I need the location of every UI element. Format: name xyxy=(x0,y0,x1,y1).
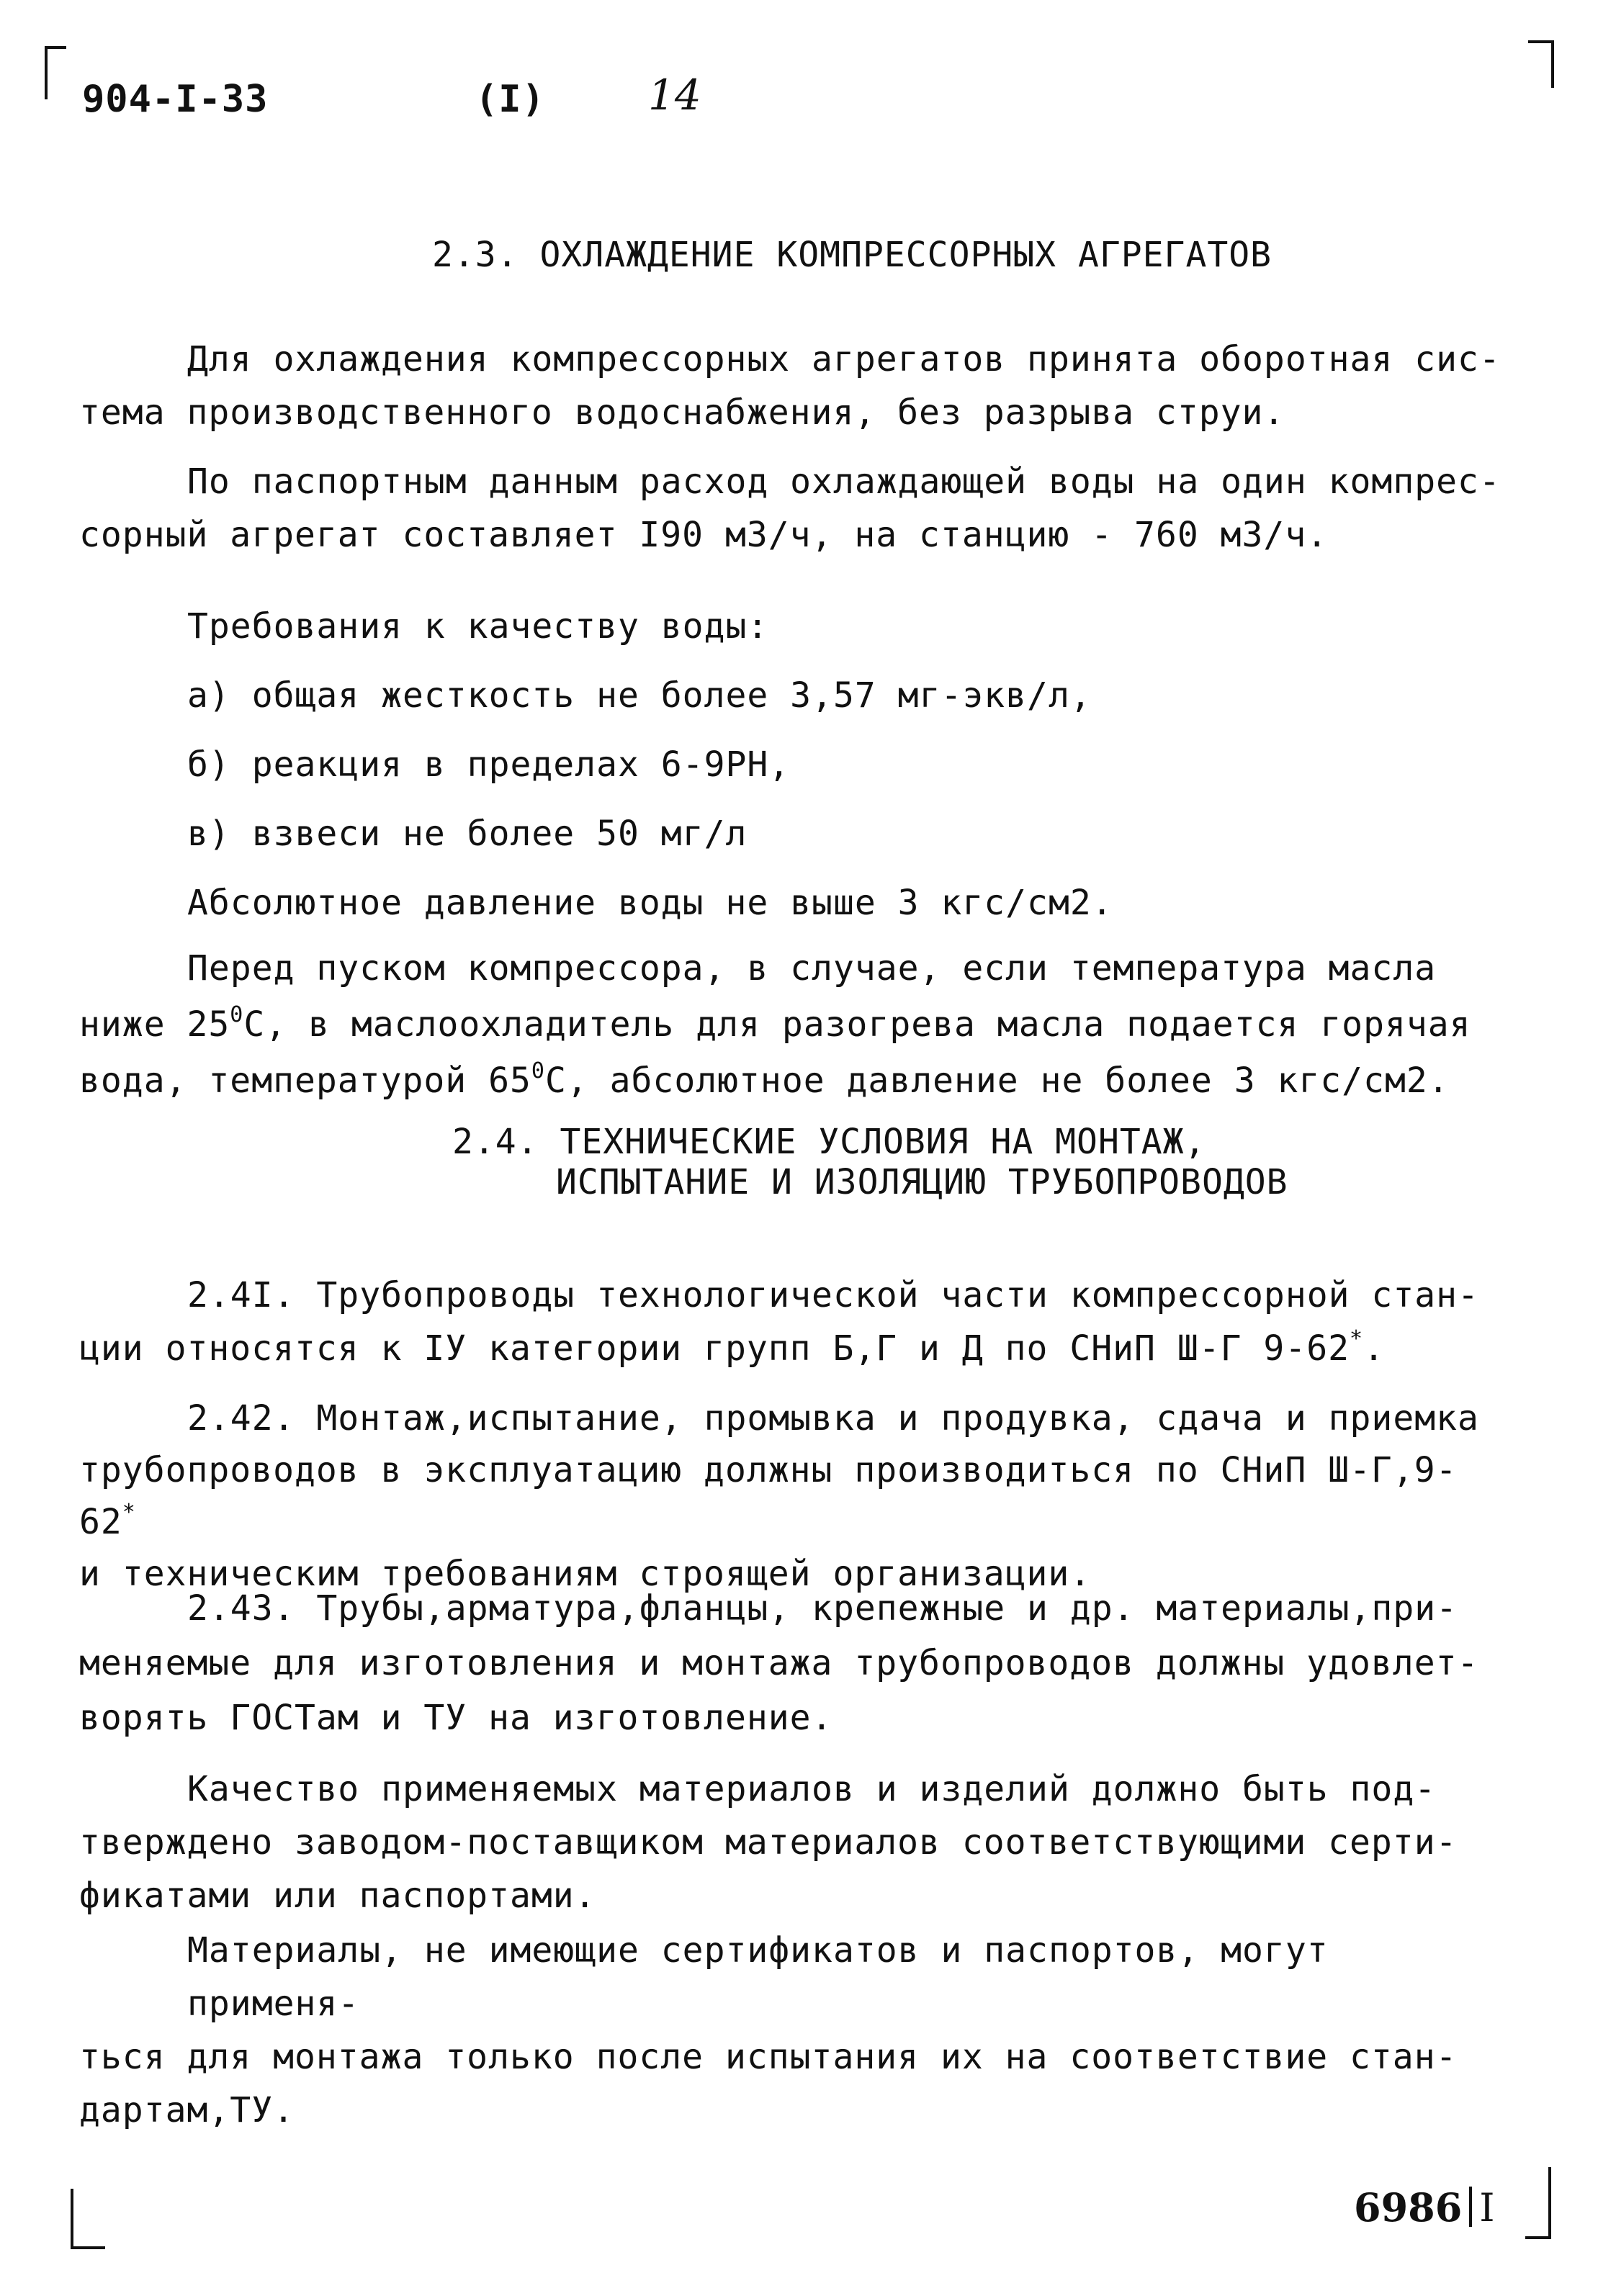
requirement-item: а) общая жесткость не более 3,57 мг-экв/л, xyxy=(187,675,1092,716)
sheet-divider xyxy=(1469,2187,1472,2227)
sheet-number-main: 6986 xyxy=(1354,2184,1463,2230)
paragraph-line: По паспортным данным расход охлаждающей воды на один компрес- xyxy=(187,462,1501,502)
paragraph-line xyxy=(79,1322,1512,1375)
text-fragment: ниже 25 xyxy=(79,1004,230,1045)
paragraph-line: дартам,ТУ. xyxy=(79,2090,295,2130)
section-heading-2-3: 2.3. ОХЛАЖДЕНИЕ КОМПРЕССОРНЫХ АГРЕГАТОВ xyxy=(432,235,1272,275)
requirements-title: Требования к качеству воды: xyxy=(187,606,769,647)
text-fragment: ции относятся к IУ категории групп Б,Г и Д по СНиП Ш-Г 9-62 xyxy=(79,1328,1350,1369)
paragraph-line: Перед пуском компрессора, в случае, если температура масла xyxy=(187,948,1437,989)
paragraph-line: сорный агрегат составляет I90 м3/ч, на станцию - 760 м3/ч. xyxy=(79,515,1329,555)
corner-mark-bottom-left xyxy=(71,2189,105,2249)
clause-2-43 xyxy=(79,1581,1512,1745)
section-2-3-body xyxy=(79,333,1512,439)
degree-mark: 0 xyxy=(230,1002,244,1027)
paragraph-line: Для охлаждения компрессорных агрегатов принята оборотная сис- xyxy=(187,339,1501,379)
pressure-requirement: Абсолютное давление воды не выше 3 кгс/см2. xyxy=(187,883,1113,923)
document-code: 904-I-33 xyxy=(82,78,269,121)
corner-mark-bottom-right xyxy=(1525,2167,1551,2239)
paragraph-line: ться для монтажа только после испытания их на соответствие стан- xyxy=(79,2037,1458,2077)
paragraph-line: фикатами или паспортами. xyxy=(79,1876,596,1916)
text-fragment: вода, температурой 65 xyxy=(79,1061,531,1101)
paragraph-line: 2.42. Монтаж,испытание, промывка и продувка, сдача и приемка xyxy=(187,1398,1479,1439)
requirement-item: в) взвеси не более 50 мг/л xyxy=(187,814,748,854)
paragraph-line xyxy=(79,1053,1512,1109)
section-2-3-flow xyxy=(79,455,1512,562)
paragraph-line: и техническим требованиям строящей организации. xyxy=(79,1554,1092,1594)
text-fragment: . xyxy=(1363,1328,1385,1369)
page-number: 14 xyxy=(648,71,701,120)
section-heading-2-4-line1: 2.4. ТЕХНИЧЕСКИЕ УСЛОВИЯ НА МОНТАЖ, xyxy=(452,1122,1206,1162)
paragraph-line: ворять ГОСТам и ТУ на изготовление. xyxy=(79,1698,833,1738)
text-fragment: трубопроводов в эксплуатацию должны производиться по СНиП Ш-Г,9-62 xyxy=(79,1450,1458,1542)
sheet-number xyxy=(1354,2184,1495,2230)
quality-paragraph xyxy=(79,1762,1512,1922)
corner-mark-top-right xyxy=(1528,40,1554,88)
text-fragment: С, в маслоохладитель для разогрева масла подается горячая xyxy=(243,1004,1471,1045)
paragraph-line xyxy=(79,996,1512,1053)
corner-mark-top-left xyxy=(45,46,66,99)
paragraph-line: 2.4I. Трубопроводы технологической части компрессорной стан- xyxy=(187,1275,1479,1315)
paragraph-line: тема производственного водоснабжения, без разрыва струи. xyxy=(79,392,1285,433)
section-2-3-oil-heating xyxy=(79,940,1512,1109)
asterisk-mark: * xyxy=(1350,1326,1364,1351)
requirement-item: б) реакция в пределах 6-9РН, xyxy=(187,744,791,785)
paragraph-line: 2.43. Трубы,арматура,фланцы, крепежные и др. материалы,при- xyxy=(187,1588,1458,1629)
asterisk-mark: * xyxy=(122,1500,136,1525)
clause-2-42 xyxy=(79,1392,1512,1600)
paragraph-line: Качество применяемых материалов и изделий должно быть под- xyxy=(187,1769,1437,1809)
paragraph-line xyxy=(79,1444,1512,1548)
paragraph-line: меняемые для изготовления и монтажа трубопроводов должны удовлет- xyxy=(79,1643,1479,1683)
text-fragment: С, абсолютное давление не более 3 кгс/см2. xyxy=(544,1061,1450,1101)
paragraph-line: Материалы, не имеющие сертификатов и паспортов, могут применя- xyxy=(187,1930,1329,2024)
paragraph-line: тверждено заводом-поставщиком материалов соответствующими серти- xyxy=(79,1822,1458,1863)
water-requirements xyxy=(79,592,1512,937)
materials-paragraph xyxy=(79,1924,1512,2137)
degree-mark: 0 xyxy=(531,1058,545,1084)
sheet-number-suffix: I xyxy=(1479,2185,1495,2230)
clause-2-41 xyxy=(79,1269,1512,1375)
section-heading-2-4-line2: ИСПЫТАНИЕ И ИЗОЛЯЦИЮ ТРУБОПРОВОДОВ xyxy=(556,1162,1288,1202)
section-number: (I) xyxy=(475,78,545,121)
